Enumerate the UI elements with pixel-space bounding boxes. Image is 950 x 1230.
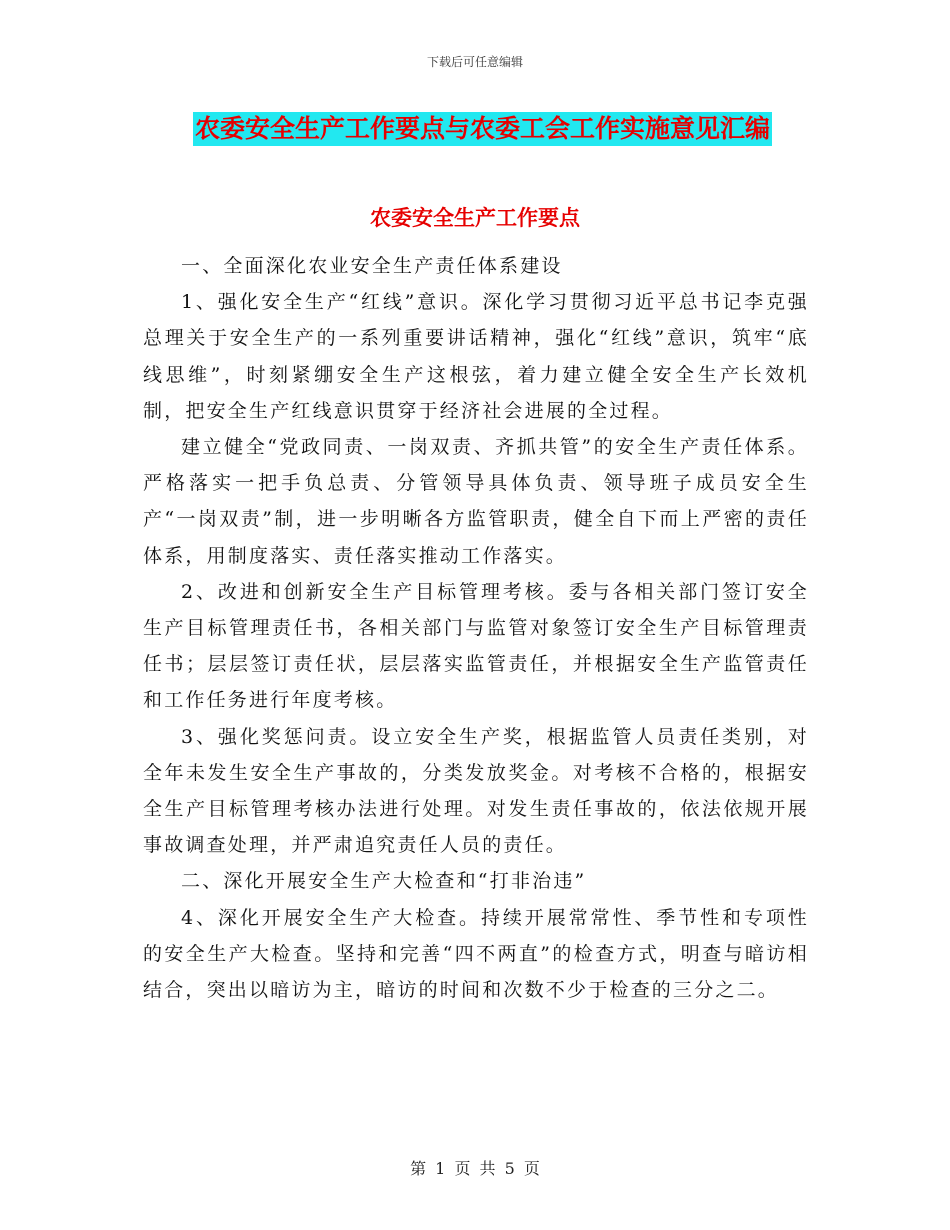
section-title: 农委安全生产工作要点 bbox=[370, 206, 580, 230]
section-heading-1: 一、全面深化农业安全生产责任体系建设 bbox=[181, 255, 563, 277]
paragraph: 建立健全“党政同责、一岗双责、齐抓共管”的安全生产责任体系。严格落实一把手负总责、分管领导具体负责、领导班子成员安全生产“一岗双责”制，进一步明晰各方监管职责，健全自下而上严密的责任体系，用制度落实、责任落实推动工作落实。 bbox=[143, 436, 809, 567]
section-heading-2: 二、深化开展安全生产大检查和“打非治违” bbox=[181, 870, 587, 893]
document-body bbox=[143, 248, 809, 1008]
paragraph: 2、改进和创新安全生产目标管理考核。委与各相关部门签订安全生产目标管理责任书，各相关部门与监管对象签订安全生产目标管理责任书；层层签订责任状，层层落实监管责任，并根据安全生产监管责任和工作任务进行年度考核。 bbox=[143, 580, 809, 712]
paragraph: 3、强化奖惩问责。设立安全生产奖，根据监管人员责任类别，对全年未发生安全生产事故的，分类发放奖金。对考核不合格的，根据安全生产目标管理考核办法进行处理。对发生责任事故的，依法依规开展事故调查处理，并严肃追究责任人员的责任。 bbox=[143, 725, 809, 857]
document-title: 农委安全生产工作要点与农委工会工作实施意见汇编 bbox=[193, 112, 772, 146]
page-number: 第 1 页 共 5 页 bbox=[410, 1159, 540, 1178]
paragraph: 1、强化安全生产“红线”意识。深化学习贯彻习近平总书记李克强总理关于安全生产的一系列重要讲话精神，强化“红线”意识，筑牢“底线思维”，时刻紧绷安全生产这根弦，着力建立健全安全生产长效机制，把安全生产红线意识贯穿于经济社会进展的全过程。 bbox=[143, 291, 809, 422]
paragraph: 4、深化开展安全生产大检查。持续开展常常性、季节性和专项性的安全生产大检查。坚持和完善“四不两直”的检查方式，明查与暗访相结合，突出以暗访为主，暗访的时间和次数不少于检查的三分之二。 bbox=[143, 906, 809, 1002]
header-note: 下载后可任意编辑 bbox=[426, 55, 523, 69]
